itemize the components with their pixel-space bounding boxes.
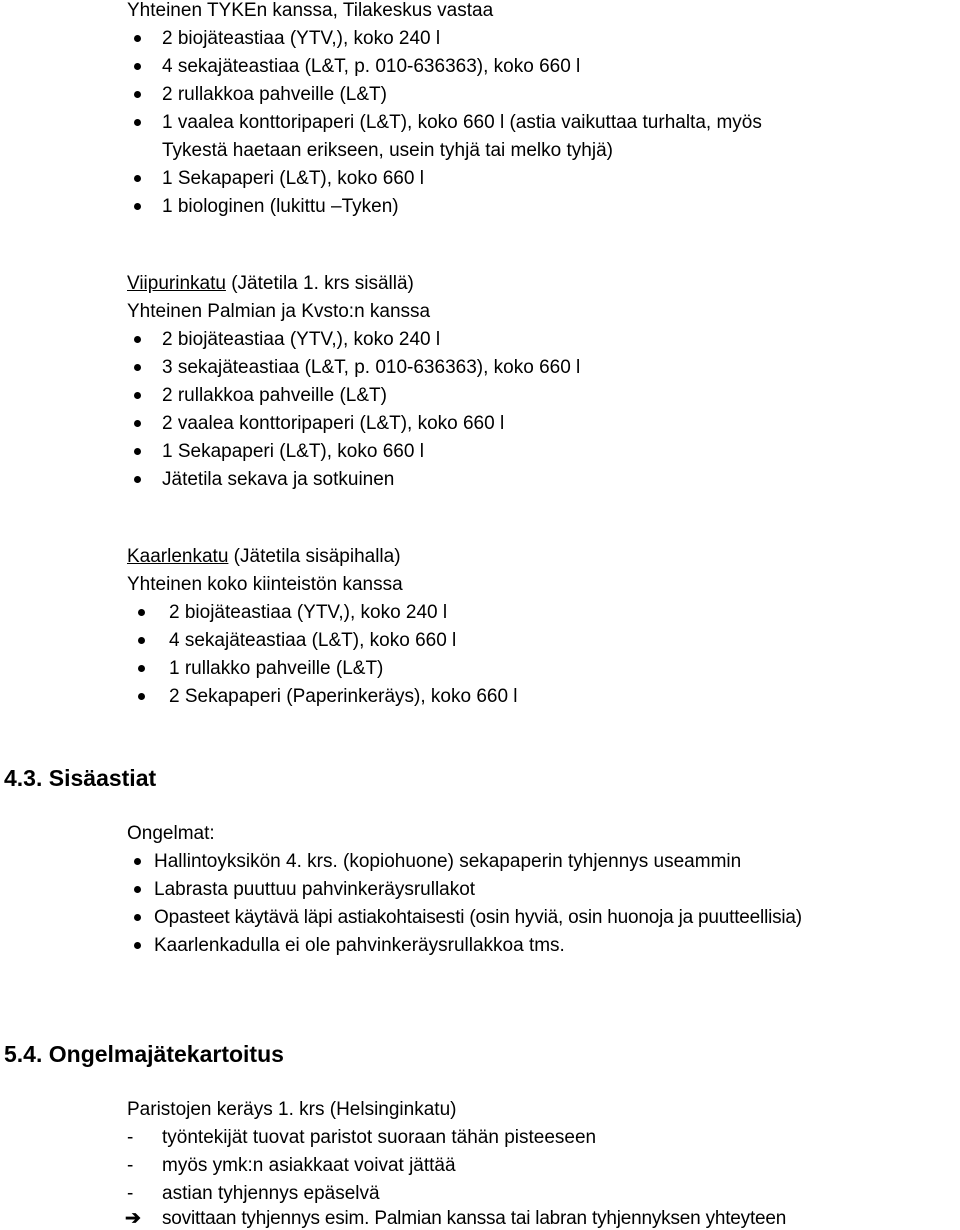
- list-item: 1 Sekapaperi (L&T), koko 660 l: [162, 441, 424, 462]
- bullet-icon: [134, 914, 141, 921]
- bullet-icon: [134, 886, 141, 893]
- kaarlenkatu-heading: [127, 546, 401, 568]
- list-item: 2 biojäteastiaa (YTV,), koko 240 l: [169, 602, 448, 623]
- bullet-icon: [134, 175, 141, 182]
- bullet-icon: [138, 609, 145, 616]
- list-item: Labrasta puuttuu pahvinkeräysrullakot: [154, 879, 476, 900]
- list-item: myös ymk:n asiakkaat voivat jättää: [162, 1155, 456, 1176]
- list-item: 4 sekajäteastiaa (L&T), koko 660 l: [169, 630, 457, 651]
- bullet-icon: [134, 858, 141, 865]
- bullet-icon: [134, 63, 141, 70]
- bullet-icon: [138, 637, 145, 644]
- bullet-icon: [134, 420, 141, 427]
- list-item: Jätetila sekava ja sotkuinen: [162, 469, 395, 490]
- kaarlenkatu-intro: Yhteinen koko kiinteistön kanssa: [127, 574, 403, 595]
- list-item: työntekijät tuovat paristot suoraan tähän pisteeseen: [162, 1127, 597, 1148]
- list-item: 1 Sekapaperi (L&T), koko 660 l: [162, 168, 424, 189]
- bullet-icon: [134, 203, 141, 210]
- list-item: sovittaan tyhjennys esim. Palmian kanssa tai labran tyhjennyksen yhteyteen: [162, 1208, 787, 1229]
- list-item: 2 Sekapaperi (Paperinkeräys), koko 660 l: [169, 686, 518, 707]
- bullet-icon: [134, 35, 141, 42]
- battery-intro: Paristojen keräys 1. krs (Helsinginkatu): [127, 1099, 457, 1120]
- bullet-icon: [134, 392, 141, 399]
- viipurinkatu-heading: [127, 273, 414, 295]
- street-name: Viipurinkatu: [127, 273, 226, 294]
- bullet-icon: [138, 693, 145, 700]
- location-text: (Jätetila 1. krs sisällä): [225, 273, 414, 294]
- bullet-icon: [134, 336, 141, 343]
- problems-label: Ongelmat:: [127, 823, 215, 844]
- list-item: Hallintoyksikön 4. krs. (kopiohuone) sekapaperin tyhjennys useammin: [154, 851, 742, 872]
- bullet-icon: [134, 364, 141, 371]
- bullet-icon: [134, 942, 141, 949]
- list-item: Opasteet käytävä läpi astiakohtaisesti (osin hyviä, osin huonoja ja puutteellisia): [154, 907, 802, 928]
- list-item-continuation: Tykestä haetaan erikseen, usein tyhjä tai melko tyhjä): [162, 140, 613, 161]
- list-item: 1 vaalea konttoripaperi (L&T), koko 660 l (astia vaikuttaa turhalta, myös: [162, 112, 762, 133]
- bullet-icon: [134, 91, 141, 98]
- dash-marker: -: [127, 1127, 134, 1148]
- bullet-icon: [134, 476, 141, 483]
- list-item: 2 biojäteastiaa (YTV,), koko 240 l: [162, 329, 441, 350]
- bullet-icon: [134, 119, 141, 126]
- tyken-intro: Yhteinen TYKEn kanssa, Tilakeskus vastaa: [127, 0, 494, 21]
- list-item: 1 rullakko pahveille (L&T): [169, 658, 384, 679]
- bullet-icon: [134, 448, 141, 455]
- section-heading: 4.3. Sisäastiat: [4, 765, 157, 791]
- list-item: 2 vaalea konttoripaperi (L&T), koko 660 l: [162, 413, 505, 434]
- list-item: Kaarlenkadulla ei ole pahvinkeräysrullakkoa tms.: [154, 935, 565, 956]
- bullet-icon: [138, 665, 145, 672]
- viipurinkatu-intro: Yhteinen Palmian ja Kvsto:n kanssa: [127, 301, 431, 322]
- dash-marker: -: [127, 1183, 134, 1204]
- street-name: Kaarlenkatu: [127, 546, 229, 567]
- list-item: 3 sekajäteastiaa (L&T, p. 010-636363), koko 660 l: [162, 357, 581, 378]
- list-item: 4 sekajäteastiaa (L&T, p. 010-636363), koko 660 l: [162, 56, 581, 77]
- dash-marker: -: [127, 1155, 134, 1176]
- list-item: 1 biologinen (lukittu –Tyken): [162, 196, 399, 217]
- list-item: 2 biojäteastiaa (YTV,), koko 240 l: [162, 28, 441, 49]
- list-item: 2 rullakkoa pahveille (L&T): [162, 385, 387, 406]
- location-text: (Jätetila sisäpihalla): [228, 546, 401, 567]
- list-item: 2 rullakkoa pahveille (L&T): [162, 84, 387, 105]
- list-item: astian tyhjennys epäselvä: [162, 1183, 380, 1204]
- section-heading: 5.4. Ongelmajätekartoitus: [4, 1041, 284, 1067]
- arrow-right-icon: ➔: [125, 1208, 141, 1229]
